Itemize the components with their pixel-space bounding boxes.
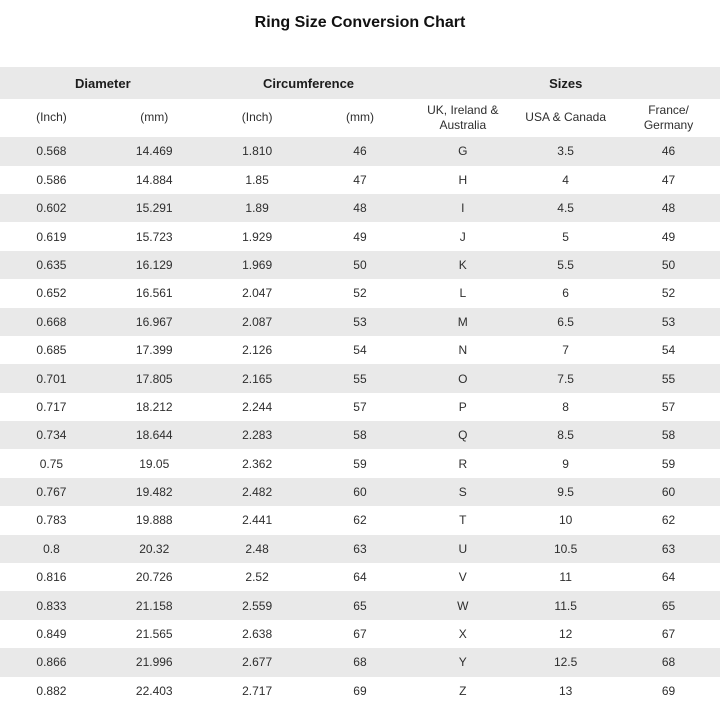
group-header-row xyxy=(0,67,720,99)
table-cell: 0.8 xyxy=(43,541,60,556)
table-cell: 48 xyxy=(661,201,676,216)
table-cell: 15.723 xyxy=(135,229,173,244)
table-cell: 2.244 xyxy=(242,399,273,414)
table-row xyxy=(0,364,720,392)
table-cell: 7.5 xyxy=(557,371,574,386)
table-cell: 69 xyxy=(661,683,676,698)
table-cell: 2.638 xyxy=(242,627,273,642)
table-cell: 1.969 xyxy=(242,257,273,272)
table-cell: 0.586 xyxy=(36,172,67,187)
table-cell: 10 xyxy=(558,513,573,528)
table-cell: 16.129 xyxy=(135,257,173,272)
table-cell: 68 xyxy=(661,655,676,670)
table-cell: 0.783 xyxy=(36,513,67,528)
table-cell: 2.126 xyxy=(242,343,273,358)
table-cell: 3.5 xyxy=(557,144,574,159)
table-cell: T xyxy=(459,513,467,528)
table-cell: 65 xyxy=(661,598,676,613)
table-cell: 46 xyxy=(661,144,676,159)
table-cell: 2.482 xyxy=(242,485,273,500)
table-cell: O xyxy=(458,371,468,386)
table-cell: 8.5 xyxy=(557,428,574,443)
table-cell: 0.882 xyxy=(36,683,67,698)
ring-size-conversion-table xyxy=(0,67,720,705)
table-row xyxy=(0,251,720,279)
table-row xyxy=(0,137,720,165)
column-header-uk-ireland-australia: UK, Ireland & Australia xyxy=(411,99,514,137)
table-cell: 2.52 xyxy=(245,570,269,585)
table-cell: L xyxy=(459,286,467,301)
table-cell: 4 xyxy=(562,172,569,187)
table-cell: G xyxy=(458,144,468,159)
table-cell: 54 xyxy=(661,343,676,358)
table-cell: 1.810 xyxy=(242,144,273,159)
table-cell: 18.644 xyxy=(135,428,173,443)
table-cell: 62 xyxy=(661,513,676,528)
table-row xyxy=(0,308,720,336)
table-cell: 64 xyxy=(353,570,367,585)
table-row xyxy=(0,421,720,449)
table-cell: 50 xyxy=(353,257,367,272)
table-row xyxy=(0,222,720,250)
table-cell: 1.89 xyxy=(245,201,269,216)
table-cell: 2.047 xyxy=(242,286,273,301)
table-cell: 50 xyxy=(661,257,676,272)
table-cell: 17.805 xyxy=(135,371,173,386)
table-cell: 0.568 xyxy=(36,144,67,159)
column-header-usa-canada: USA & Canada xyxy=(514,99,617,137)
table-row xyxy=(0,393,720,421)
column-header-diameter-mm: (mm) xyxy=(103,99,206,137)
table-body xyxy=(0,137,720,705)
table-cell: 1.85 xyxy=(245,172,269,187)
table-cell: 0.619 xyxy=(36,229,67,244)
table-cell: 19.888 xyxy=(135,513,173,528)
table-cell: 6.5 xyxy=(557,314,574,329)
table-cell: 0.701 xyxy=(36,371,67,386)
table-cell: R xyxy=(458,456,468,471)
table-row xyxy=(0,620,720,648)
table-cell: 48 xyxy=(353,201,367,216)
table-cell: 0.652 xyxy=(36,286,67,301)
table-cell: 57 xyxy=(661,399,676,414)
column-header-circumference-inch: (Inch) xyxy=(206,99,309,137)
table-cell: X xyxy=(458,627,467,642)
table-cell: 13 xyxy=(558,683,573,698)
table-cell: 0.849 xyxy=(36,627,67,642)
table-cell: 18.212 xyxy=(135,399,173,414)
table-cell: 69 xyxy=(353,683,367,698)
column-header-row xyxy=(0,99,720,137)
table-cell: 2.283 xyxy=(242,428,273,443)
table-cell: U xyxy=(458,541,468,556)
table-cell: 0.602 xyxy=(36,201,67,216)
table-cell: 53 xyxy=(661,314,676,329)
table-cell: M xyxy=(457,314,468,329)
group-header-circumference: Circumference xyxy=(206,67,412,99)
table-row xyxy=(0,506,720,534)
table-cell: K xyxy=(458,257,467,272)
table-cell: Y xyxy=(458,655,467,670)
table-cell: 59 xyxy=(353,456,367,471)
table-cell: 63 xyxy=(661,541,676,556)
table-cell: 9 xyxy=(562,456,569,471)
table-cell: 21.565 xyxy=(135,627,173,642)
table-cell: 57 xyxy=(353,399,367,414)
table-cell: 47 xyxy=(661,172,676,187)
table-row xyxy=(0,677,720,705)
table-cell: 16.561 xyxy=(135,286,173,301)
table-cell: P xyxy=(458,399,467,414)
table-cell: I xyxy=(461,201,465,216)
table-cell: 4.5 xyxy=(557,201,574,216)
table-cell: 2.559 xyxy=(242,598,273,613)
table-row xyxy=(0,279,720,307)
table-cell: 11 xyxy=(559,570,572,585)
table-row xyxy=(0,194,720,222)
table-cell: 17.399 xyxy=(135,343,173,358)
table-cell: 20.726 xyxy=(135,570,173,585)
table-row xyxy=(0,648,720,676)
table-cell: 58 xyxy=(353,428,367,443)
table-row xyxy=(0,478,720,506)
table-cell: 21.996 xyxy=(135,655,173,670)
table-cell: 0.75 xyxy=(39,456,64,471)
table-cell: 14.469 xyxy=(135,144,173,159)
table-cell: 62 xyxy=(353,513,367,528)
table-cell: 0.734 xyxy=(36,428,67,443)
table-row xyxy=(0,336,720,364)
table-cell: 49 xyxy=(353,229,367,244)
table-header xyxy=(0,67,720,137)
table-cell: 0.685 xyxy=(36,343,67,358)
table-row xyxy=(0,449,720,477)
table-cell: 64 xyxy=(661,570,676,585)
table-cell: 16.967 xyxy=(135,314,173,329)
table-cell: 53 xyxy=(353,314,367,329)
table-cell: 58 xyxy=(661,428,676,443)
table-cell: 59 xyxy=(661,456,676,471)
table-cell: 12 xyxy=(558,627,573,642)
table-cell: 54 xyxy=(353,343,367,358)
table-cell: 2.48 xyxy=(245,541,269,556)
table-cell: 0.866 xyxy=(36,655,67,670)
group-header-sizes: Sizes xyxy=(411,67,720,99)
table-cell: 1.929 xyxy=(242,229,273,244)
table-cell: 47 xyxy=(353,172,367,187)
table-cell: V xyxy=(458,570,467,585)
table-cell: 2.165 xyxy=(242,371,273,386)
table-cell: S xyxy=(458,485,467,500)
table-cell: 0.767 xyxy=(36,485,67,500)
table-cell: 63 xyxy=(353,541,367,556)
table-cell: 9.5 xyxy=(557,485,574,500)
table-cell: 12.5 xyxy=(553,655,578,670)
table-cell: W xyxy=(457,598,469,613)
table-cell: 0.816 xyxy=(36,570,67,585)
table-cell: H xyxy=(458,172,468,187)
table-cell: 5.5 xyxy=(557,257,574,272)
table-cell: 52 xyxy=(353,286,367,301)
table-row xyxy=(0,535,720,563)
table-cell: 46 xyxy=(353,144,367,159)
table-cell: 65 xyxy=(353,598,367,613)
table-cell: 55 xyxy=(661,371,676,386)
table-cell: 0.668 xyxy=(36,314,67,329)
table-cell: 19.05 xyxy=(139,456,170,471)
table-cell: 6 xyxy=(562,286,569,301)
table-cell: N xyxy=(458,343,468,358)
table-cell: 10.5 xyxy=(553,541,578,556)
column-header-diameter-inch: (Inch) xyxy=(0,99,103,137)
table-cell: Q xyxy=(458,428,468,443)
table-cell: 55 xyxy=(353,371,367,386)
table-cell: 2.717 xyxy=(242,683,273,698)
table-cell: 2.677 xyxy=(242,655,273,670)
page-title: Ring Size Conversion Chart xyxy=(254,14,466,31)
table-row xyxy=(0,166,720,194)
table-cell: 67 xyxy=(661,627,676,642)
table-cell: 22.403 xyxy=(135,683,173,698)
table-cell: 2.087 xyxy=(242,314,273,329)
table-cell: 19.482 xyxy=(135,485,173,500)
table-cell: 52 xyxy=(661,286,676,301)
table-cell: 2.441 xyxy=(242,513,273,528)
table-cell: J xyxy=(459,229,466,244)
table-cell: 2.362 xyxy=(242,456,273,471)
table-cell: 15.291 xyxy=(135,201,173,216)
table-cell: 20.32 xyxy=(139,541,170,556)
column-header-france-germany: France/ Germany xyxy=(617,99,720,137)
table-cell: 49 xyxy=(661,229,676,244)
table-cell: 60 xyxy=(353,485,367,500)
table-cell: Z xyxy=(459,683,467,698)
table-cell: 5 xyxy=(562,229,569,244)
table-cell: 0.717 xyxy=(36,399,67,414)
table-cell: 68 xyxy=(353,655,367,670)
table-cell: 60 xyxy=(661,485,676,500)
table-cell: 11.5 xyxy=(554,598,577,613)
column-header-circumference-mm: (mm) xyxy=(309,99,412,137)
group-header-diameter: Diameter xyxy=(0,67,206,99)
table-cell: 21.158 xyxy=(135,598,173,613)
table-row xyxy=(0,563,720,591)
table-row xyxy=(0,591,720,619)
table-cell: 7 xyxy=(562,343,569,358)
table-cell: 0.833 xyxy=(36,598,67,613)
table-cell: 8 xyxy=(562,399,569,414)
table-cell: 0.635 xyxy=(36,257,67,272)
table-cell: 14.884 xyxy=(135,172,173,187)
table-cell: 67 xyxy=(353,627,367,642)
